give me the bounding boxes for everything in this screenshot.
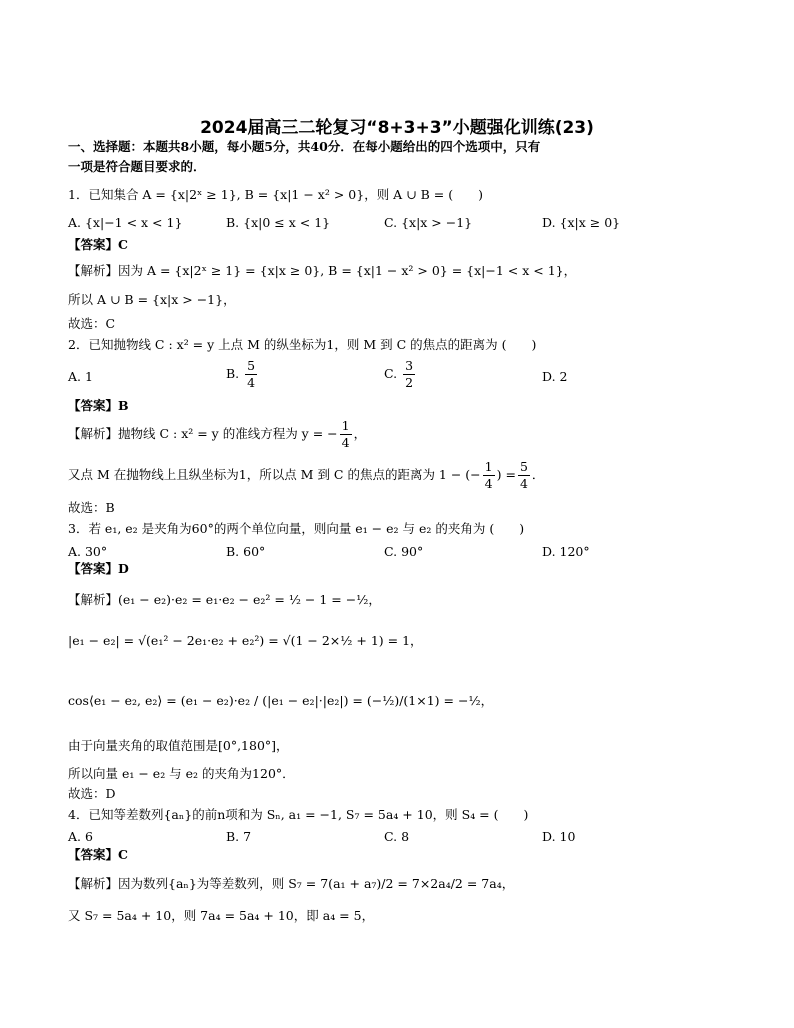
q2-conclusion: 故选：B [68, 500, 115, 515]
q3-analysis-line1: 【解析】(e₁ − e₂)·e₂ = e₁·e₂ − e₂² = ½ − 1 = −½， [68, 592, 381, 607]
q3-option-d: D. 120° [542, 544, 590, 559]
q1-option-a: A. {x|−1 < x < 1} [68, 215, 183, 230]
q3-analysis-line2: |e₁ − e₂| = √(e₁² − 2e₁·e₂ + e₂²) = √(1 − 2×½ + 1) = 1， [68, 633, 423, 648]
q3-analysis-line5: 所以向量 e₁ − e₂ 与 e₂ 的夹角为120°． [68, 766, 295, 781]
q4-option-c: C. 8 [384, 829, 410, 844]
q1-stem: 1．已知集合 A = {x|2ˣ ≥ 1}, B = {x|1 − x² > 0}，则 A ∪ B = ( ) [68, 187, 483, 202]
q2-option-c-fraction: $\frac{3}{2}$ [405, 358, 414, 390]
q3-option-a: A. 30° [68, 544, 108, 559]
q2-analysis2-fraction-a: $\frac{1}{4}$ [484, 459, 493, 491]
section-heading-line2: 一项是符合题目要求的． [68, 159, 206, 174]
q1-analysis-line1: 【解析】因为 A = {x|2ˣ ≥ 1} = {x|x ≥ 0}, B = {x|1 − x² > 0} = {x|−1 < x < 1}， [68, 263, 577, 278]
q2-stem: 2．已知抛物线 C : x² = y 上点 M 的纵坐标为1，则 M 到 C 的焦点的距离为 ( ) [68, 337, 537, 352]
q1-option-d: D. {x|x ≥ 0} [542, 215, 621, 230]
q2-option-c: C. $\frac{3}{2}$ [384, 358, 414, 390]
q3-stem: 3．若 e₁, e₂ 是夹角为60°的两个单位向量，则向量 e₁ − e₂ 与 e₂ 的夹角为 ( ) [68, 521, 525, 536]
q4-analysis-line2: 又 S₇ = 5a₄ + 10，则 7a₄ = 5a₄ + 10，即 a₄ = 5， [68, 908, 375, 923]
q1-answer: 【答案】C [68, 237, 128, 252]
q4-stem: 4．已知等差数列{aₙ}的前n项和为 Sₙ, a₁ = −1, S₇ = 5a₄ + 10，则 S₄ = ( ) [68, 807, 529, 822]
q2-option-b: B. $\frac{5}{4}$ [226, 358, 256, 390]
q2-option-d: D. 2 [542, 369, 568, 384]
q1-conclusion: 故选：C [68, 316, 116, 331]
q2-analysis2-fraction-b: $\frac{5}{4}$ [519, 459, 528, 491]
q2-option-b-fraction: $\frac{5}{4}$ [247, 358, 256, 390]
q4-option-d: D. 10 [542, 829, 576, 844]
q3-conclusion: 故选：D [68, 786, 116, 801]
q1-option-b: B. {x|0 ≤ x < 1} [226, 215, 331, 230]
section-heading-line1: 一、选择题：本题共8小题，每小题5分，共40分．在每小题给出的四个选项中，只有 [68, 139, 541, 154]
q2-analysis1-fraction: $\frac{1}{4}$ [341, 418, 350, 450]
q3-option-b: B. 60° [226, 544, 266, 559]
q4-answer: 【答案】C [68, 847, 128, 862]
q3-option-c: C. 90° [384, 544, 424, 559]
q2-option-a: A. 1 [68, 369, 93, 384]
q2-analysis-line2: 又点 M 在抛物线上且纵坐标为1，所以点 M 到 C 的焦点的距离为 1 − (− $\frac{1}{4}$ ) = $\frac{5}{4}$ ． [68, 459, 545, 491]
q3-answer: 【答案】D [68, 561, 129, 576]
q4-option-b: B. 7 [226, 829, 252, 844]
q2-analysis-line1: 【解析】抛物线 C : x² = y 的准线方程为 y = − $\frac{1}{4}$ ， [68, 418, 367, 450]
q3-analysis-line3: cos⟨e₁ − e₂, e₂⟩ = (e₁ − e₂)·e₂ / (|e₁ − e₂|·|e₂|) = (−½)/(1×1) = −½， [68, 693, 494, 708]
q3-analysis-line4: 由于向量夹角的取值范围是[0°,180°]， [68, 738, 289, 753]
page-title: 2024届高三二轮复习“8+3+3”小题强化训练(23) [200, 118, 594, 138]
q2-answer: 【答案】B [68, 398, 129, 413]
q1-analysis-line2: 所以 A ∪ B = {x|x > −1}， [68, 292, 236, 307]
q1-option-c: C. {x|x > −1} [384, 215, 473, 230]
q4-option-a: A. 6 [68, 829, 93, 844]
q4-analysis-line1: 【解析】因为数列{aₙ}为等差数列，则 S₇ = 7(a₁ + a₇)/2 = 7×2a₄/2 = 7a₄， [68, 876, 515, 891]
